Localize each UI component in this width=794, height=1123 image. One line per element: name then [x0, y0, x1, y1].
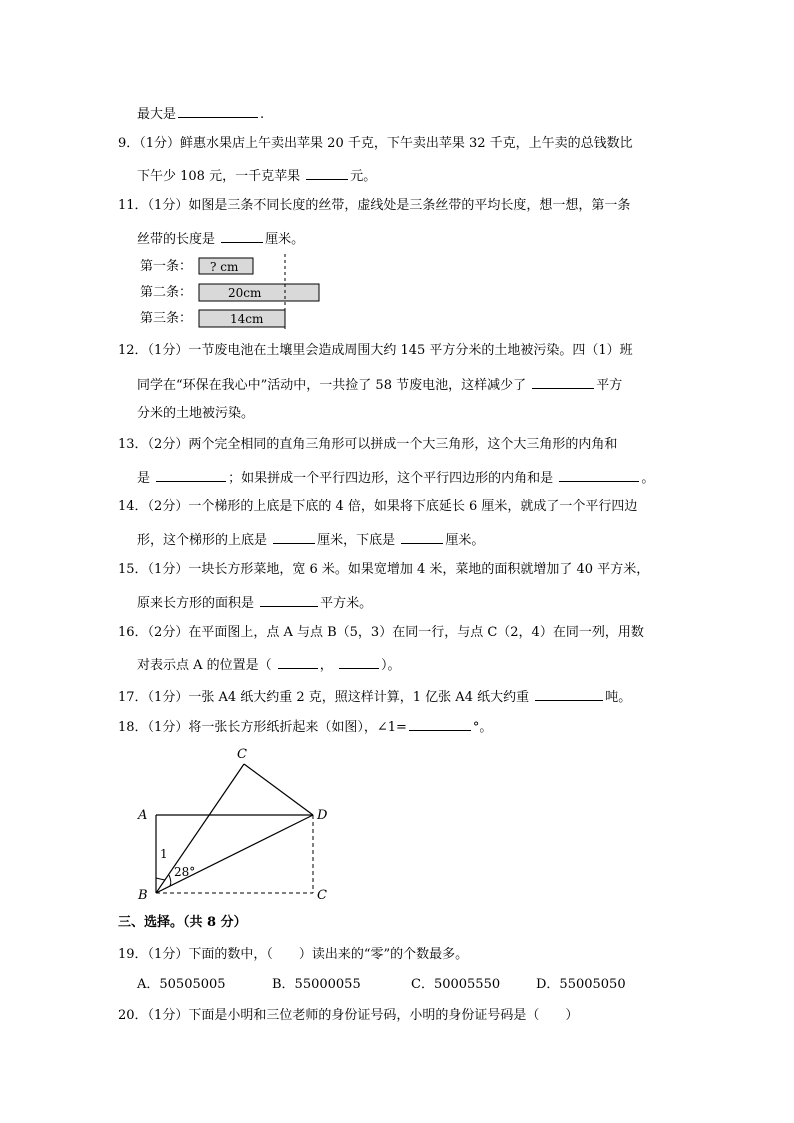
q19-stem: 19．（1分）下面的数中，（ ）读出来的“零”的个数最多。: [118, 947, 469, 962]
q13-line2: 是 ；如果拼成一个平行四边形，这个平行四边形的内角和是 。: [137, 468, 654, 487]
label-B: B: [138, 888, 148, 903]
ribbon-bar-2-label: 20cm: [228, 286, 262, 300]
angle-28-arc: [169, 875, 171, 886]
section-3-title: 三、选择。（共 8 分）: [118, 915, 247, 930]
folded-rectangle-figure: [130, 742, 340, 906]
q18-line: 18．（1分）将一张长方形纸折起来（如图），∠1= °。: [118, 717, 492, 736]
q8-tail: 最大是 .: [137, 104, 264, 123]
q18-answer-blank[interactable]: [409, 717, 471, 731]
q13-answer-blank-1[interactable]: [156, 468, 226, 482]
q19-option-d[interactable]: D．55005050: [536, 977, 626, 992]
q14-answer-blank-1[interactable]: [273, 530, 315, 544]
q19-option-b[interactable]: B．55000055: [272, 977, 361, 992]
q13-answer-blank-2[interactable]: [559, 468, 639, 482]
q11-line1: 11．（1分）如图是三条不同长度的丝带，虚线处是三条丝带的平均长度，想一想，第一条: [118, 198, 631, 213]
ribbon-label-2: 第二条：: [140, 285, 193, 300]
q9-line1: 9．（1分）鲜惠水果店上午卖出苹果 20 千克，下午卖出苹果 32 千克，上午卖的总钱数比: [118, 136, 633, 151]
ribbon-label-3: 第三条：: [140, 311, 193, 326]
q19-option-a[interactable]: A．50505005: [137, 977, 226, 992]
q17-line: 17．（1分）一张 A4 纸大约重 2 克，照这样计算，1 亿张 A4 纸大约重 吨。: [118, 687, 631, 706]
label-angle-28: 28°: [174, 865, 196, 879]
q15-line2: 原来长方形的面积是 平方米。: [137, 593, 372, 612]
fold-BC: [156, 764, 244, 893]
q19-option-c[interactable]: C．50005550: [411, 977, 501, 992]
q11-answer-blank[interactable]: [221, 229, 263, 243]
angle-1-arc: [156, 878, 165, 880]
q16-answer-blank-x[interactable]: [278, 655, 318, 669]
diagonal-BD: [156, 815, 313, 893]
q9-answer-blank[interactable]: [306, 166, 348, 180]
q11-line2: 丝带的长度是 厘米。: [137, 229, 304, 248]
ribbon-bar-1-label: ? cm: [210, 260, 239, 274]
label-A: A: [138, 808, 148, 823]
q12-line1: 12．（1分）一节废电池在土壤里会造成周围大约 145 平方分米的土地被污染。四（1）班: [118, 343, 633, 358]
label-C-bottom: C: [317, 888, 327, 903]
ribbon-label-1: 第一条：: [140, 259, 193, 274]
q15-answer-blank[interactable]: [260, 593, 318, 607]
q12-line3: 分米的土地被污染。: [137, 406, 255, 421]
q8-answer-blank[interactable]: [178, 104, 258, 118]
q20-stem: 20．（1分）下面是小明和三位老师的身份证号码，小明的身份证号码是（ ）: [118, 1008, 579, 1023]
q15-line1: 15．（1分）一块长方形菜地，宽 6 米。如果宽增加 4 米，菜地的面积就增加了 40 平方米，: [118, 562, 650, 577]
q16-answer-blank-y[interactable]: [339, 655, 379, 669]
q13-line1: 13．（2分）两个完全相同的直角三角形可以拼成一个大三角形，这个大三角形的内角和: [118, 437, 618, 452]
q14-line2: 形，这个梯形的上底是 厘米，下底是 厘米。: [137, 530, 484, 549]
label-C-top: C: [237, 747, 247, 762]
q17-answer-blank[interactable]: [535, 687, 603, 701]
ribbon-figure: [130, 252, 330, 334]
q9-line2: 下午少 108 元，一千克苹果 元。: [137, 166, 376, 185]
q8-text: 最大是: [137, 107, 177, 122]
q16-line1: 16．（2分）在平面图上，点 A 与点 B（5，3）在同一行，与点 C（2，4）在同一列，用数: [118, 625, 644, 640]
q14-answer-blank-2[interactable]: [401, 530, 443, 544]
q12-answer-blank[interactable]: [532, 375, 594, 389]
label-D: D: [317, 808, 328, 823]
q14-line1: 14．（2分）一个梯形的上底是下底的 4 倍，如果将下底延长 6 厘米，就成了一个平行四边: [118, 499, 638, 514]
label-angle-1: 1: [160, 847, 168, 861]
fold-CD: [244, 764, 313, 815]
ribbon-bar-3-label: 14cm: [230, 312, 264, 326]
q16-line2: 对表示点 A 的位置是（ ， ）。: [137, 655, 400, 674]
q12-line2: 同学在“环保在我心中”活动中，一共捡了 58 节废电池，这样减少了 平方: [137, 375, 622, 394]
